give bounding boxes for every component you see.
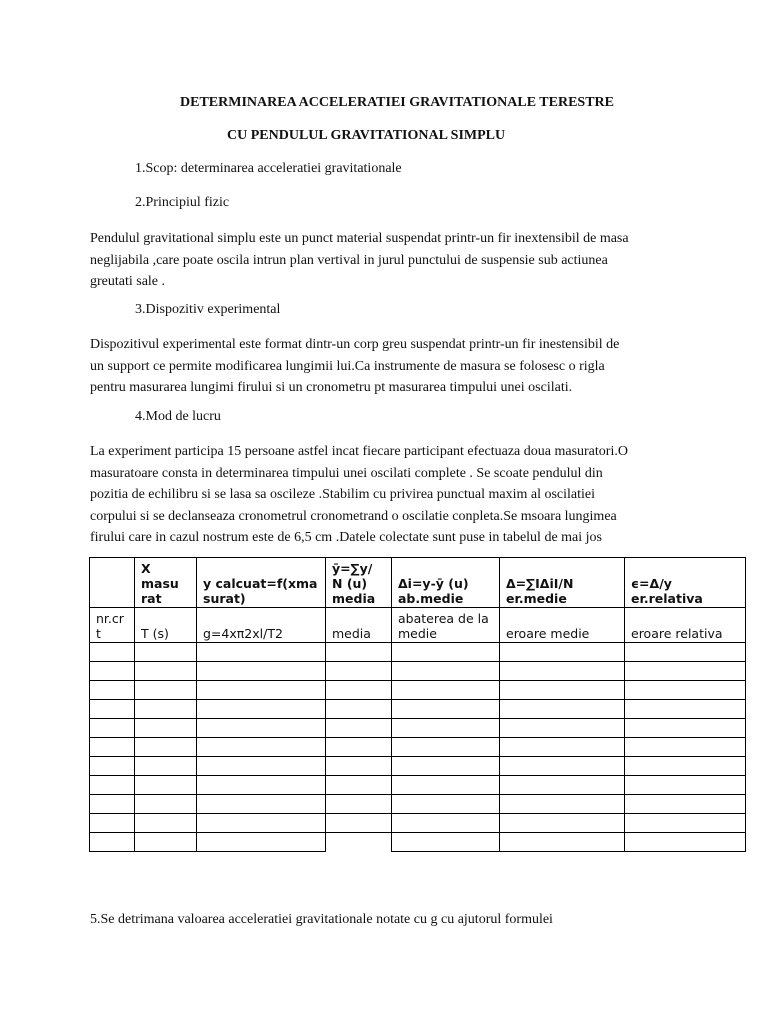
table-subheader-cell: g=4xπ2xl/T2 bbox=[197, 608, 326, 643]
table-cell bbox=[500, 795, 625, 814]
table-cell bbox=[500, 662, 625, 681]
table-cell bbox=[326, 757, 392, 776]
table-cell bbox=[625, 757, 746, 776]
table-cell bbox=[392, 662, 500, 681]
table-cell bbox=[90, 662, 135, 681]
table-cell bbox=[625, 814, 746, 833]
table-cell bbox=[90, 643, 135, 662]
table-row bbox=[90, 719, 746, 738]
paragraph-line: greutati sale . bbox=[90, 274, 166, 289]
table-row bbox=[90, 814, 746, 833]
table-cell bbox=[500, 738, 625, 757]
table-row bbox=[90, 833, 746, 852]
table-cell bbox=[500, 719, 625, 738]
table-cell bbox=[625, 643, 746, 662]
paragraph-line: corpului si se declanseaza cronometrul cronometrand o oscilatie conpleta.Se msoara lungimea bbox=[90, 508, 617, 524]
section-1-label: 1.Scop: determinarea acceleratiei gravitationale bbox=[135, 161, 402, 176]
table-cell bbox=[135, 719, 197, 738]
table-cell bbox=[392, 681, 500, 700]
paragraph-line: masuratoare consta in determinarea timpului unei oscilati complete . Se scoate pendulul din bbox=[90, 465, 603, 481]
paragraph-line: Pendulul gravitational simplu este un punct material suspendat printr-un fir inextensibil de masa bbox=[90, 231, 629, 246]
table-cell bbox=[500, 776, 625, 795]
table-cell bbox=[500, 757, 625, 776]
table-cell bbox=[326, 700, 392, 719]
table-cell bbox=[135, 643, 197, 662]
section-5-label: 5.Se detrimana valoarea acceleratiei gravitationale notate cu g cu ajutorul formulei bbox=[90, 912, 553, 927]
table-cell bbox=[90, 795, 135, 814]
table-cell bbox=[500, 814, 625, 833]
table-row bbox=[90, 757, 746, 776]
table-cell bbox=[135, 795, 197, 814]
paragraph-line: pozitia de echilibru si se lasa sa oscileze .Stabilim cu privirea punctual maxim al oscilatiei bbox=[90, 487, 596, 502]
section-4-paragraph bbox=[90, 441, 680, 549]
table-cell bbox=[90, 776, 135, 795]
table-row bbox=[90, 643, 746, 662]
table-cell bbox=[392, 643, 500, 662]
paragraph-line: un support ce permite modificarea lungimii lui.Ca instrumente de masura se folosesc o rigla bbox=[90, 358, 605, 374]
table-cell bbox=[135, 757, 197, 776]
measurement-table bbox=[89, 557, 746, 852]
table-cell bbox=[392, 814, 500, 833]
table-cell bbox=[326, 681, 392, 700]
table-cell bbox=[326, 662, 392, 681]
table-header-cell: Δi=y-ȳ (u) ab.medie bbox=[392, 558, 500, 608]
table-header-cell: ϵ=Δ/y er.relativa bbox=[625, 558, 746, 608]
table-header-cell: ȳ=∑y/ N (u) media bbox=[326, 558, 392, 608]
table-cell bbox=[392, 719, 500, 738]
table-cell bbox=[392, 833, 500, 852]
table-cell bbox=[90, 719, 135, 738]
table-subheader-cell: T (s) bbox=[135, 608, 197, 643]
table-cell bbox=[625, 700, 746, 719]
table-cell bbox=[326, 643, 392, 662]
table-cell bbox=[197, 738, 326, 757]
table-subheader-cell: eroare medie bbox=[500, 608, 625, 643]
table-row bbox=[90, 795, 746, 814]
table-cell bbox=[135, 662, 197, 681]
table-header-cell: y calcuat=f(xma surat) bbox=[197, 558, 326, 608]
section-3-label: 3.Dispozitiv experimental bbox=[135, 302, 281, 317]
table-cell bbox=[625, 795, 746, 814]
table-header-cell: Δ=∑IΔiI/N er.medie bbox=[500, 558, 625, 608]
table-cell bbox=[90, 681, 135, 700]
table-cell bbox=[500, 700, 625, 719]
table-cell bbox=[625, 776, 746, 795]
table-cell bbox=[90, 738, 135, 757]
section-4-label: 4.Mod de lucru bbox=[135, 409, 221, 424]
table-cell bbox=[326, 776, 392, 795]
paragraph-line: Dispozitivul experimental este format dintr-un corp greu suspendat printr-un fir inestensibil de bbox=[90, 337, 620, 352]
table-cell bbox=[135, 776, 197, 795]
paragraph-line: La experiment participa 15 persoane astfel incat fiecare participant efectuaza doua masuratori.O bbox=[90, 444, 628, 459]
table-header-cell: X masu rat bbox=[135, 558, 197, 608]
table-cell bbox=[135, 700, 197, 719]
table-cell bbox=[135, 738, 197, 757]
table-cell bbox=[135, 833, 197, 852]
table-row bbox=[90, 738, 746, 757]
table-cell bbox=[625, 681, 746, 700]
table-cell bbox=[90, 833, 135, 852]
table-cell bbox=[625, 662, 746, 681]
table-header-row bbox=[90, 558, 746, 608]
table-cell bbox=[326, 814, 392, 833]
table-cell bbox=[197, 700, 326, 719]
table-row bbox=[90, 700, 746, 719]
title-line-2: CU PENDULUL GRAVITATIONAL SIMPLU bbox=[227, 128, 506, 143]
table-subheader-cell: media bbox=[326, 608, 392, 643]
table-cell bbox=[135, 814, 197, 833]
paragraph-line: firului care in cazul nostrum este de 6,5 cm .Datele colectate sunt puse in tabelul de mai jos bbox=[90, 530, 602, 545]
table-subheader-cell: eroare relativa bbox=[625, 608, 746, 643]
table-cell bbox=[500, 681, 625, 700]
table-header-cell bbox=[90, 558, 135, 608]
table-cell bbox=[197, 681, 326, 700]
table-cell bbox=[392, 776, 500, 795]
table-cell bbox=[326, 795, 392, 814]
table-cell bbox=[392, 700, 500, 719]
table-cell bbox=[197, 833, 326, 852]
table-cell bbox=[197, 643, 326, 662]
table-body bbox=[90, 643, 746, 852]
paragraph-line: pentru masurarea lungimi firului si un cronometru pt masurarea timpului unei oscilati. bbox=[90, 380, 573, 395]
table-cell bbox=[326, 833, 392, 852]
table-row bbox=[90, 662, 746, 681]
table-cell bbox=[90, 814, 135, 833]
table-cell bbox=[135, 681, 197, 700]
table-subheader-row bbox=[90, 608, 746, 643]
table-cell bbox=[197, 795, 326, 814]
table-cell bbox=[197, 719, 326, 738]
table-cell bbox=[392, 757, 500, 776]
table-cell bbox=[625, 719, 746, 738]
table-cell bbox=[392, 738, 500, 757]
table-cell bbox=[500, 833, 625, 852]
section-2-label: 2.Principiul fizic bbox=[135, 195, 230, 210]
table-cell bbox=[326, 738, 392, 757]
title-line-1: DETERMINAREA ACCELERATIEI GRAVITATIONALE TERESTRE bbox=[180, 95, 614, 110]
paragraph-line: neglijabila ,care poate oscila intrun plan vertival in jurul punctului de suspensie sub actiunea bbox=[90, 252, 608, 268]
table-row bbox=[90, 776, 746, 795]
table-cell bbox=[197, 757, 326, 776]
table-cell bbox=[392, 795, 500, 814]
table-cell bbox=[197, 662, 326, 681]
table-cell bbox=[197, 776, 326, 795]
section-3-paragraph bbox=[90, 334, 680, 399]
table-row bbox=[90, 681, 746, 700]
table-cell bbox=[90, 700, 135, 719]
table-cell bbox=[90, 757, 135, 776]
table-cell bbox=[500, 643, 625, 662]
section-2-paragraph bbox=[90, 228, 680, 293]
table-cell bbox=[326, 719, 392, 738]
table-subheader-cell: abaterea de la medie bbox=[392, 608, 500, 643]
table-cell bbox=[625, 738, 746, 757]
table-cell bbox=[197, 814, 326, 833]
table-cell bbox=[625, 833, 746, 852]
table-subheader-cell: nr.cr t bbox=[90, 608, 135, 643]
